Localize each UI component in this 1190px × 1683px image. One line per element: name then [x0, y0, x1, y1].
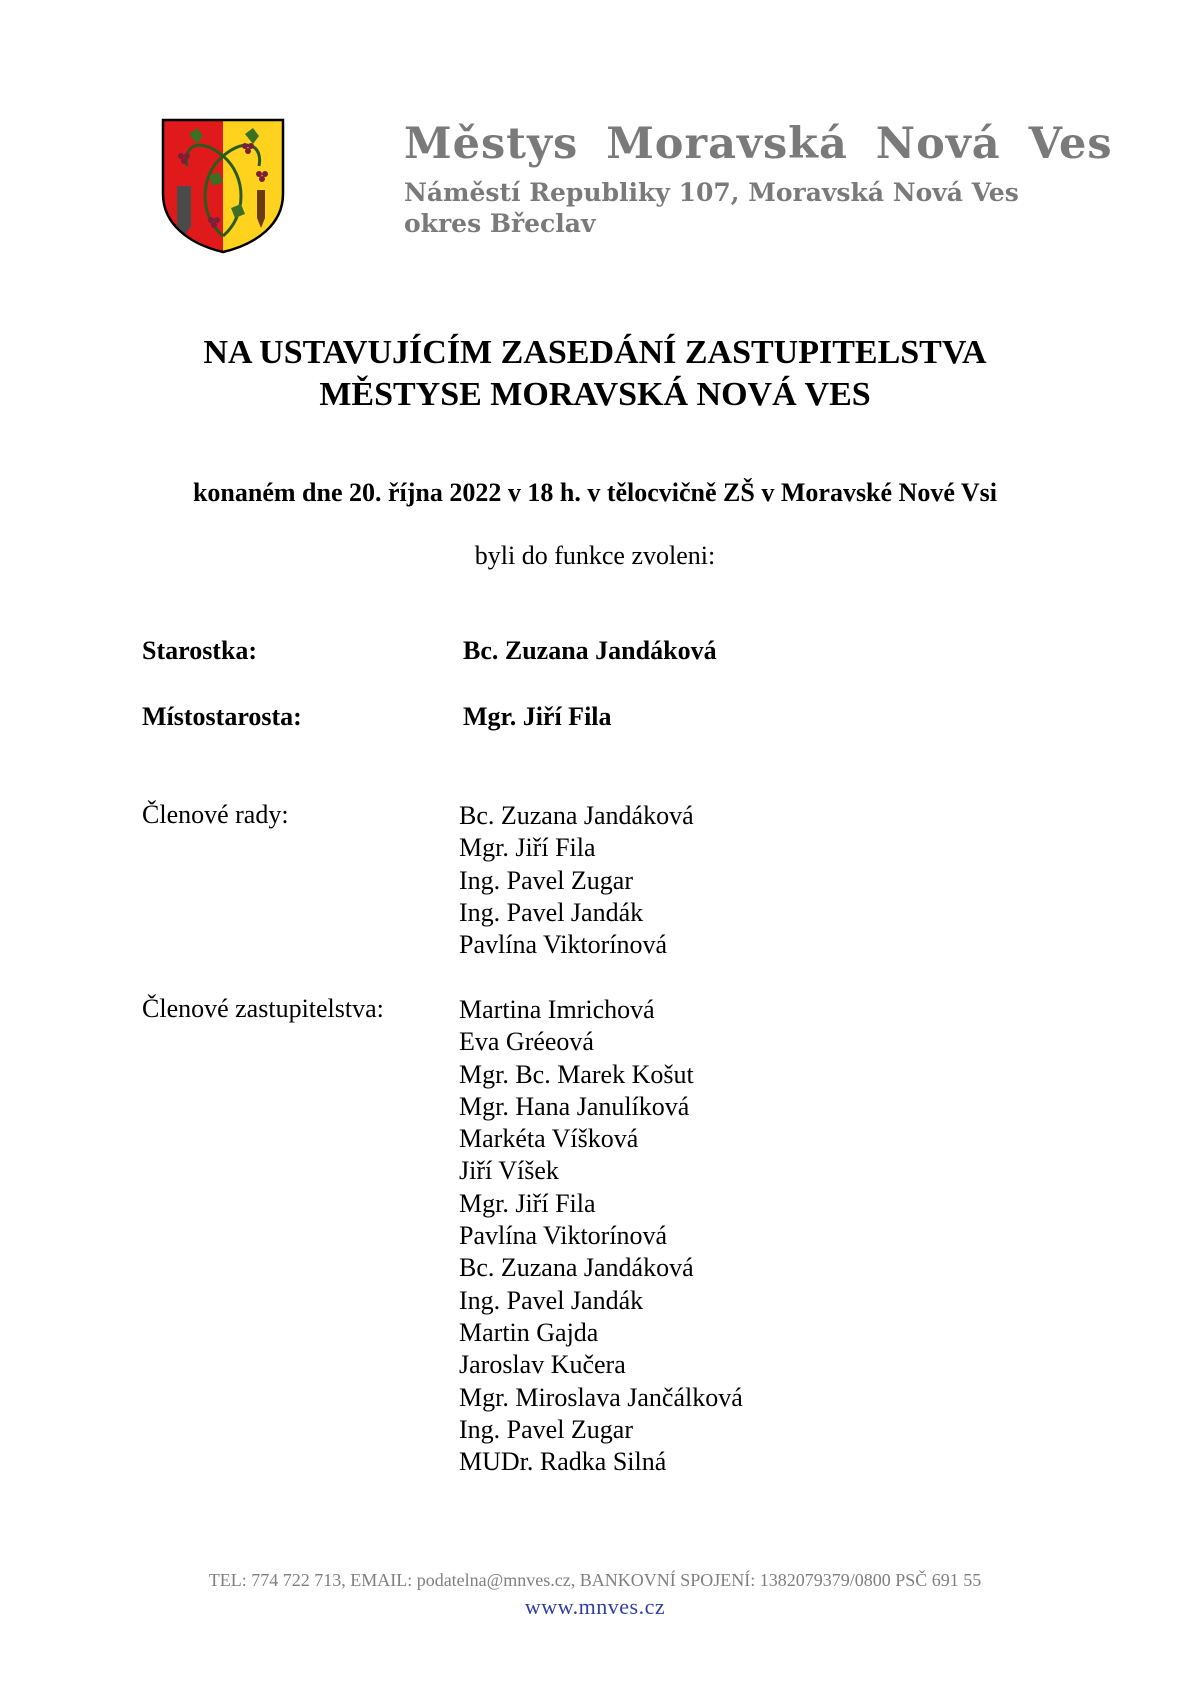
list-item: Eva Gréeová: [459, 1027, 594, 1057]
list-item: Martin Gajda: [459, 1317, 599, 1347]
footer-website-link[interactable]: www.mnves.cz: [524, 1594, 666, 1619]
list-item: Bc. Zuzana Jandáková: [459, 1253, 694, 1283]
list-item: Ing. Pavel Jandák: [459, 1285, 644, 1315]
mayor-name: Bc. Zuzana Jandáková: [463, 636, 717, 665]
list-item: Mgr. Jiří Fila: [459, 833, 596, 863]
list-item: Jiří Víšek: [459, 1156, 559, 1186]
heading-line-1: NA USTAVUJÍCÍM ZASEDÁNÍ ZASTUPITELSTVA: [203, 334, 987, 371]
municipality-district: okres Břeclav: [404, 209, 596, 238]
council-members-list: [459, 800, 694, 961]
heading-line-2: MĚSTYSE MORAVSKÁ NOVÁ VES: [319, 376, 871, 413]
list-item: Ing. Pavel Zugar: [459, 1414, 634, 1444]
assembly-members-list: [459, 994, 743, 1478]
list-item: Mgr. Miroslava Jančálková: [459, 1382, 743, 1412]
municipality-address: Náměstí Republiky 107, Moravská Nová Ves: [404, 178, 1019, 207]
municipality-header: [404, 118, 1113, 239]
elected-intro: byli do funkce zvoleni:: [474, 541, 716, 570]
council-label: Členové rady:: [142, 800, 289, 829]
meeting-details: konaném dne 20. října 2022 v 18 h. v tělocvičně ZŠ v Moravské Nové Vsi: [192, 478, 998, 507]
list-item: Ing. Pavel Zugar: [459, 865, 634, 895]
deputy-name: Mgr. Jiří Fila: [463, 702, 612, 731]
mayor-label: Starostka:: [142, 636, 258, 665]
footer-contact: TEL: 774 722 713, EMAIL: podatelna@mnves.cz, BANKOVNÍ SPOJENÍ: 1382079379/0800 PSČ 691 55: [208, 1570, 982, 1590]
assembly-label: Členové zastupitelstva:: [142, 994, 384, 1023]
list-item: MUDr. Radka Silná: [459, 1447, 667, 1477]
list-item: Pavlína Viktorínová: [459, 930, 668, 960]
list-item: Mgr. Bc. Marek Košut: [459, 1059, 694, 1089]
deputy-label: Místostarosta:: [142, 702, 302, 731]
list-item: Martina Imrichová: [459, 995, 655, 1024]
list-item: Jaroslav Kučera: [459, 1350, 626, 1380]
document-heading: [0, 332, 1190, 416]
list-item: Ing. Pavel Jandák: [459, 897, 644, 927]
list-item: Markéta Víšková: [459, 1124, 639, 1154]
municipality-name: Městys Moravská Nová Ves: [404, 119, 1113, 169]
coat-of-arms-crest: [159, 116, 287, 256]
list-item: Pavlína Viktorínová: [459, 1221, 668, 1251]
list-item: Bc. Zuzana Jandáková: [459, 801, 694, 830]
list-item: Mgr. Hana Janulíková: [459, 1091, 690, 1121]
list-item: Mgr. Jiří Fila: [459, 1188, 596, 1218]
